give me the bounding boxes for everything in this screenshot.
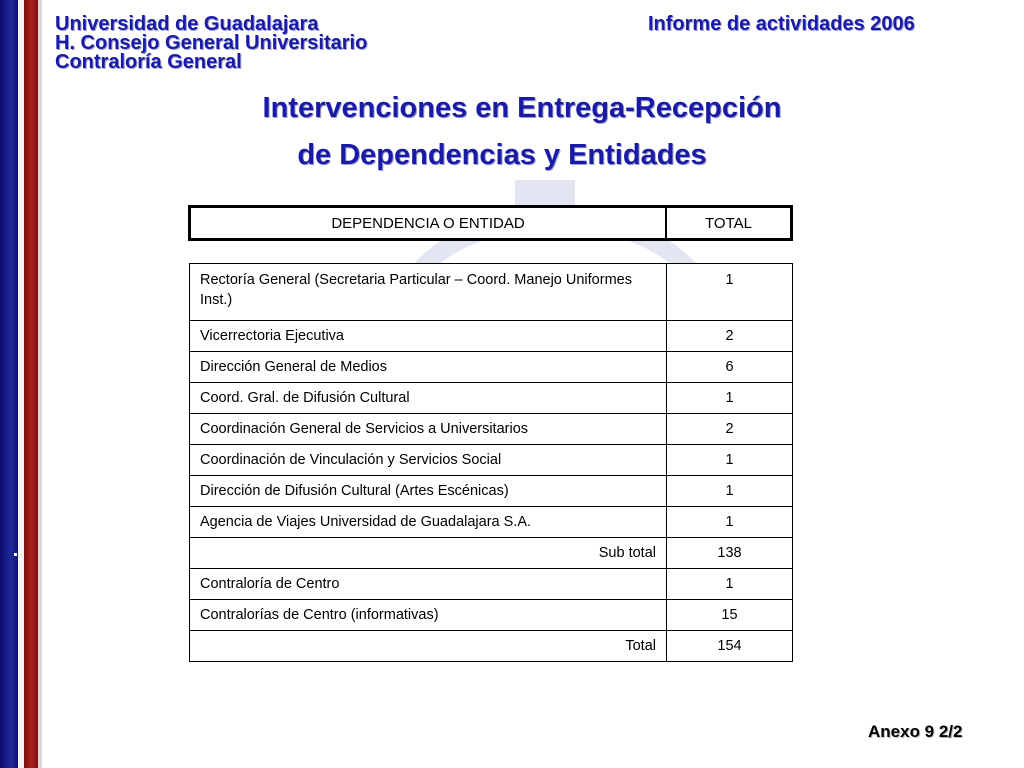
cell-total: 1 [667,383,793,414]
table-row [190,445,793,476]
subtotal-value: 138 [667,538,793,569]
total-label: Total [190,631,667,662]
cell-total: 1 [667,476,793,507]
page-title-line2: de Dependencias y Entidades [297,139,707,171]
cell-name: Coordinación General de Servicios a Universitarios [190,414,667,445]
report-title: Informe de actividades 2006 [648,13,915,35]
cell-total: 1 [667,507,793,538]
table-row [190,600,793,631]
page-title-line1: Intervenciones en Entrega-Recepción [262,92,782,124]
cell-total: 1 [667,264,793,321]
cell-name: Contralorías de Centro (informativas) [190,600,667,631]
cell-total: 2 [667,321,793,352]
cell-name: Coordinación de Vinculación y Servicios Social [190,445,667,476]
cell-total: 6 [667,352,793,383]
table-header [188,205,793,241]
table-row [190,352,793,383]
total-row [190,631,793,662]
subtotal-label: Sub total [190,538,667,569]
subtotal-row [190,538,793,569]
cell-name: Coord. Gral. de Difusión Cultural [190,383,667,414]
cell-name: Agencia de Viajes Universidad de Guadalajara S.A. [190,507,667,538]
organization-header [55,15,367,72]
cell-name: Dirección General de Medios [190,352,667,383]
annex-label: Anexo 9 2/2 [868,722,963,741]
total-value: 154 [667,631,793,662]
cell-name: Vicerrectoria Ejecutiva [190,321,667,352]
org-line: Universidad de Guadalajara [55,13,319,35]
cell-name: Dirección de Difusión Cultural (Artes Escénicas) [190,476,667,507]
cell-total: 1 [667,445,793,476]
table-row [190,507,793,538]
cell-total: 15 [667,600,793,631]
table-row [190,414,793,445]
cell-name: Rectoría General (Secretaria Particular – Coord. Manejo Uniformes Inst.) [190,264,667,321]
table-row [190,383,793,414]
cell-total: 1 [667,569,793,600]
table-row [190,321,793,352]
bar-dot [14,553,17,556]
data-table [189,263,793,662]
table-row [190,476,793,507]
column-header-total: TOTAL [666,207,792,240]
table-row [190,264,793,321]
cell-name: Contraloría de Centro [190,569,667,600]
org-line: H. Consejo General Universitario [55,32,368,54]
org-line: Contraloría General [55,51,242,73]
column-header-dependencia: DEPENDENCIA O ENTIDAD [190,207,667,240]
table-row [190,569,793,600]
cell-total: 2 [667,414,793,445]
